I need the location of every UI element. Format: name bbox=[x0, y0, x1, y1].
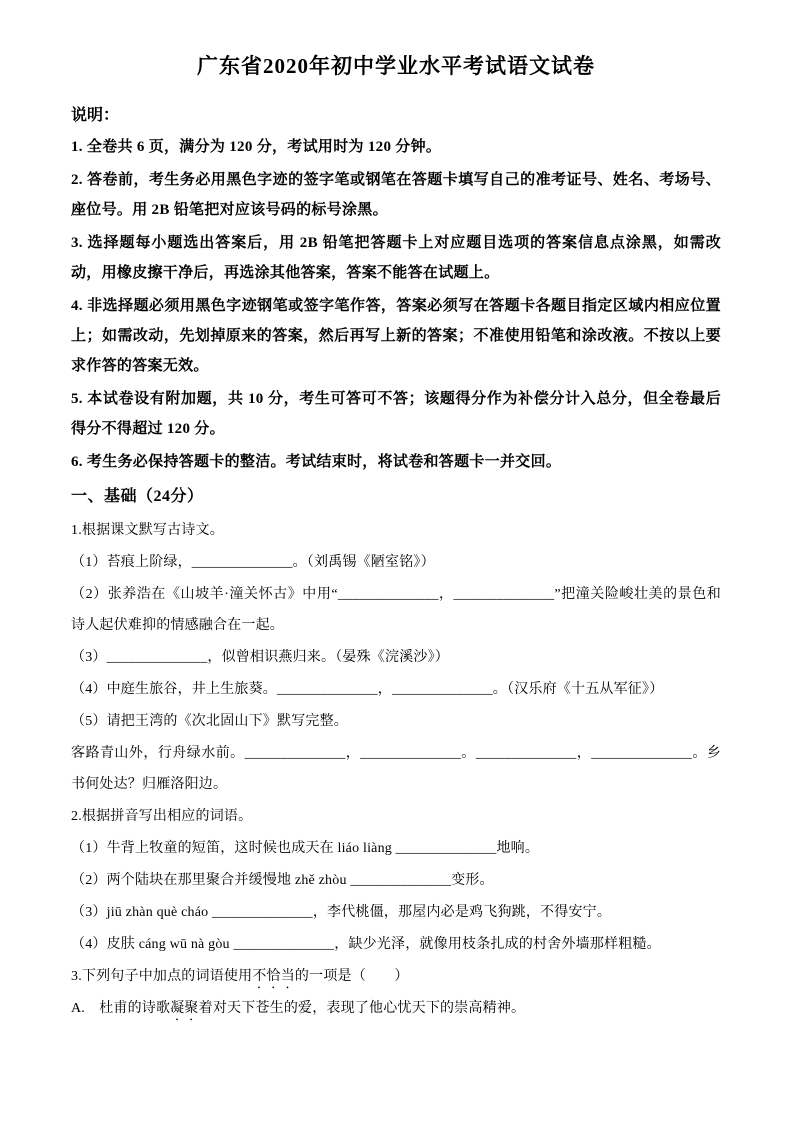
q1-item-2: （2）张养浩在《山坡羊·潼关怀古》中用“______________，______________”把潼关险峻壮美的景色和诗人起伏难抑的情感融合在一起。 bbox=[71, 587, 721, 633]
notice-item-2: 2. 答卷前，考生务必用黑色字迹的签字笔或钢笔在答题卡填写自己的准考证号、姓名、考场号、座位号。用 2B 铅笔把对应该号码的标号涂黑。 bbox=[71, 172, 721, 218]
q2-item-4: （4）皮肤 cáng wū nà gòu ______________，缺少光泽，就像用枝条扎成的村舍外墙那样粗糙。 bbox=[71, 937, 661, 952]
q3-option-a-prefix: A. 杜甫的诗歌 bbox=[71, 1001, 171, 1016]
q3-stem-emphasized-word: 不恰当 bbox=[252, 969, 295, 984]
q3-stem-prefix: 3.下列句子中加点的词语使用 bbox=[71, 969, 253, 984]
q1-item-3: （3）______________，似曾相识燕归来。（晏殊《浣溪沙》） bbox=[71, 650, 449, 665]
notice-label: 说明： bbox=[71, 107, 120, 124]
notice-item-1: 1. 全卷共 6 页，满分为 120 分，考试用时为 120 分钟。 bbox=[71, 139, 442, 155]
q1-item-1: （1）苔痕上阶绿，______________。（刘禹锡《陋室铭》） bbox=[71, 555, 435, 570]
q1-item-5: （5）请把王湾的《次北固山下》默写完整。 bbox=[71, 714, 348, 729]
q2-item-2: （2）两个陆块在那里聚合并缓慢地 zhě zhòu ______________变形。 bbox=[71, 873, 494, 888]
notice-item-6: 6. 考生务必保持答题卡的整洁。考试结束时，将试卷和答题卡一并交回。 bbox=[71, 454, 562, 470]
q2-stem: 2.根据拼音写出相应的词语。 bbox=[71, 809, 253, 824]
notice-item-5: 5. 本试卷设有附加题，共 10 分，考生可答可不答；该题得分作为补偿分计入总分，但全卷最后得分不得超过 120 分。 bbox=[71, 391, 721, 437]
q3-option-a bbox=[71, 993, 721, 1024]
section-one-heading: 一、基础（24分） bbox=[71, 488, 204, 505]
q3-stem-suffix: 的一项是（ ） bbox=[294, 969, 409, 984]
q2-item-1: （1）牛背上牧童的短笛，这时候也成天在 liáo liàng ______________地响。 bbox=[71, 841, 540, 856]
notice-item-3: 3. 选择题每小题选出答案后，用 2B 铅笔把答题卡上对应题目选项的答案信息点涂黑，如需改动，用橡皮擦干净后，再选涂其他答案，答案不能答在试题上。 bbox=[71, 235, 721, 281]
q2-item-3: （3）jiū zhàn què cháo ______________，李代桃僵，那屋内必是鸡飞狗跳，不得安宁。 bbox=[71, 905, 612, 920]
q1-item-5-poem: 客路青山外，行舟绿水前。______________，______________。______________，______________。乡书何处达？归雁洛阳边。 bbox=[71, 746, 721, 792]
q3-option-a-emphasized-word: 凝聚 bbox=[170, 1001, 199, 1016]
q1-item-4: （4）中庭生旅谷，井上生旅葵。______________，______________。（汉乐府《十五从军征》） bbox=[71, 682, 664, 697]
notice-item-4: 4. 非选择题必须用黑色字迹钢笔或签字笔作答，答案必须写在答题卡各题目指定区域内相应位置上；如需改动，先划掉原来的答案，然后再写上新的答案；不准使用铅笔和涂改液。不按以上要求作答的答案无效。 bbox=[71, 298, 721, 374]
q3-stem bbox=[71, 961, 721, 992]
q3-option-a-suffix: 着对天下苍生的爱，表现了他心忧天下的崇高精神。 bbox=[198, 1001, 526, 1016]
paper-title: 广东省2020年初中学业水平考试语文试卷 bbox=[197, 54, 595, 78]
q1-stem: 1.根据课文默写古诗文。 bbox=[71, 523, 224, 538]
